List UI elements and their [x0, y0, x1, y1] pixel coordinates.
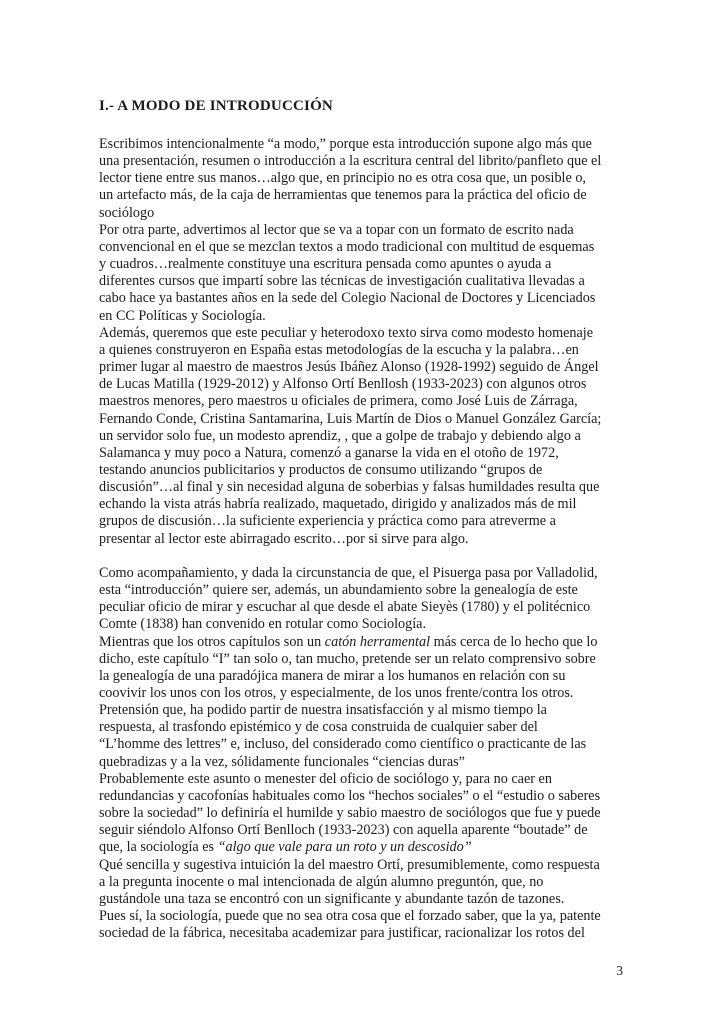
paragraph-ademas-homenaje: Además, queremos que este peculiar y heterodoxo texto sirva como modesto homenaje a quienes construyeron en España estas metodologías de la escucha y la palabra…en primer lugar al maestro de maestros Jesús Ibáñez Alonso (1928-1992) seguido de Ángel de Lucas Matilla (1929-2012) y Alfonso Ortí Benllosh (1933-2023) con algunos otros maestros menores, pero maestros u oficiales de primera, como José Luis de Zárraga, Fernando Conde, Cristina Santamarina, Luis Martín de Dios o Manuel González García; un servidor solo fue, un modesto aprendiz, , que a golpe de trabajo y debiendo algo a Salamanca y muy poco a Natura, comenzó a ganarse la vida en el otoño de 1972, testando anuncios publicitarios y productos de consumo utilizando “grupos de discusión”…al final y sin necesidad alguna de soberbias y falsas humildades resulta que echando la vista atrás habría realizado, maquetado, dirigido y analizados más de mil grupos de discusión…la suficiente experiencia y práctica como para atreverme a presentar al lector este abirragado escrito…por si sirve para algo. — [99, 324, 602, 547]
page-number: 3 — [616, 963, 623, 978]
paragraph-mientras-capitulos: Mientras que los otros capítulos son un catón herramental más cerca de lo hecho que lo dicho, este capítulo “I” tan solo o, tan mucho, pretende ser un relato comprensivo sobre la genealogía de una paradójica manera de mirar a los humanos en relación con su coovivir los unos con los otros, y especialmente, de los unos frente/contra los otros. — [99, 633, 598, 701]
italic-phrase: catón herramental — [324, 633, 431, 650]
section-heading: I.- A MODO DE INTRODUCCIÓN — [99, 98, 333, 114]
paragraph-como-acompanamiento: Como acompañamiento, y dada la circunstancia de que, el Pisuerga pasa por Valladolid, esta “introducción” quiere ser, además, un abundamiento sobre la genealogía de este peculiar oficio de mirar y escuchar al que desde el abate Sieyès (1780) y el politécnico Comte (1838) han convenido en rotular como Sociología. — [99, 564, 598, 633]
document-body — [99, 136, 635, 942]
paragraph-por-otra-parte: Por otra parte, advertimos al lector que se va a topar con un formato de escrito nada convencional en el que se mezclan textos a modo tradicional con multitud de esquemas y cuadros…realmente constituye una escritura pensada como apuntes o ayuda a diferentes cursos que impartí sobre las técnicas de investigación cualitativa llevadas a cabo hace ya bastantes años en la sede del Colegio Nacional de Doctores y Licenciados en CC Políticas y Sociología. — [99, 221, 596, 324]
paragraph-que-sencilla: Qué sencilla y sugestiva intuición la del maestro Ortí, presumiblemente, como respuesta a la pregunta inocente o mal intencionada de algún alumno preguntón, que, no gustándole una taza se encontró con un significante y abundante tazón de tazones. Pues sí, la sociología, puede que no sea otra cosa que el forzado saber, que la ya, patente sociedad de la fábrica, necesitaba academizar para justificar, racionalizar los rotos del — [99, 856, 601, 942]
paragraph-pretension: Pretensión que, ha podido partir de nuestra insatisfacción y al mismo tiempo la respuesta, al trasfondo epistémico y de cosa construida de cualquier saber del “L’homme des lettres” e, incluso, del considerado como científico o practicante de las quebradizas y a la vez, sólidamente funcionales “ciencias duras” — [99, 702, 587, 770]
paragraph-probablemente: Probablemente este asunto o menester del oficio de sociólogo y, para no caer en redundancias y cacofonías habituales como los “hechos sociales” o el “estudio o saberes sobre la sociedad” lo definiría el humilde y sabio maestro de sociólogos que fue y puede seguir siéndolo Alfonso Ortí Benlloch (1933-2023) con aquella aparente “boutade” de que, la sociología es “algo que vale para un roto y un descosido” — [99, 770, 601, 856]
paragraph-escribimos: Escribimos intencionalmente “a modo,” porque esta introducción supone algo más que una presentación, resumen o introducción a la escritura central del librito/panfleto que el lector tiene entre sus manos…algo que, en principio no es otra cosa que, un posible o, un artefacto más, de la caja de herramientas que tenemos para la práctica del oficio de sociólogo — [99, 136, 602, 221]
italic-phrase: “algo que vale para un roto y un descosido” — [217, 839, 472, 856]
document-content — [99, 98, 635, 942]
